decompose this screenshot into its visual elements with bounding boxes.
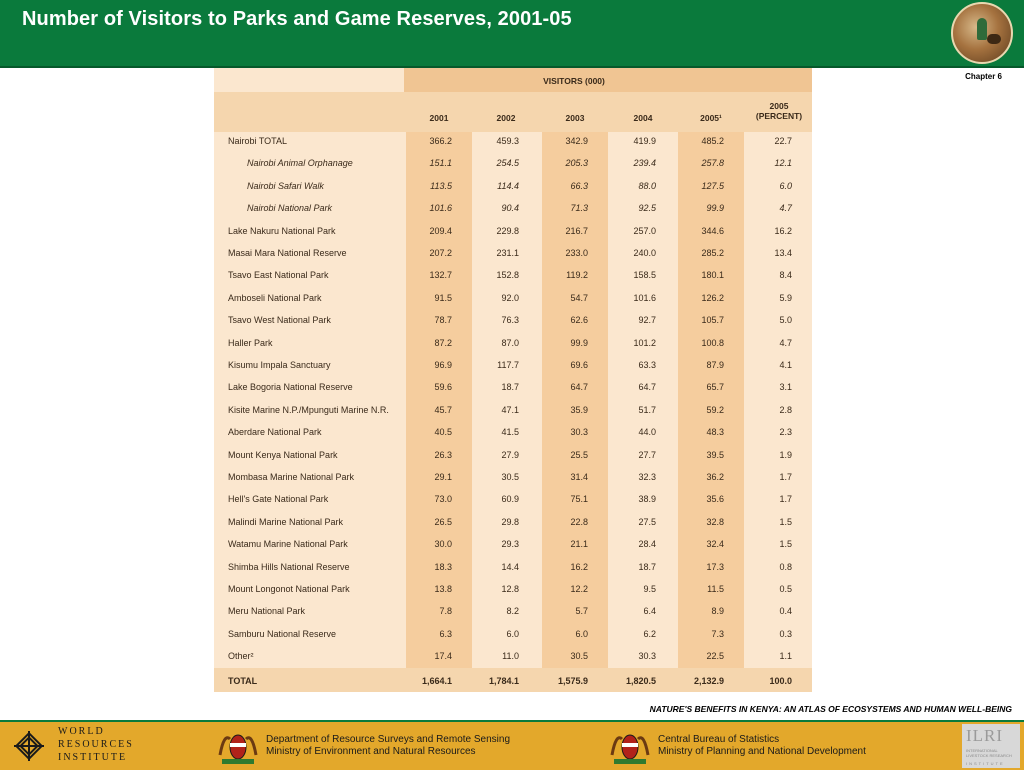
total-cell: 2,132.9 xyxy=(693,676,724,686)
table-cell: 257.0 xyxy=(633,225,656,236)
table-cell: 25.5 xyxy=(570,449,588,460)
table-cell: 48.3 xyxy=(706,427,724,438)
table-cell: 342.9 xyxy=(565,136,588,146)
table-cell: 4.1 xyxy=(779,360,792,370)
table-cell: 209.4 xyxy=(429,225,452,236)
table-cell: 36.2 xyxy=(706,472,724,482)
table-cell: 239.4 xyxy=(633,158,656,169)
kenya-coat-of-arms-icon xyxy=(608,725,652,767)
table-cell: 6.2 xyxy=(643,628,656,639)
table-row-label: Amboseli National Park xyxy=(228,292,322,303)
table-row-label: Mount Longonot National Park xyxy=(228,584,350,594)
table-cell: 17.3 xyxy=(706,561,724,572)
table-cell: 16.2 xyxy=(570,561,588,572)
table-cell: 113.5 xyxy=(430,180,452,191)
table-cell: 92.5 xyxy=(638,203,656,214)
total-cell: 1,784.1 xyxy=(488,676,519,686)
table-cell: 2.3 xyxy=(779,427,792,438)
table-cell: 101.6 xyxy=(633,292,656,303)
total-cell: 1,575.9 xyxy=(557,676,588,686)
table-cell: 90.4 xyxy=(501,203,519,214)
visitors-group-header: VISITORS (000) xyxy=(543,76,605,86)
table-cell: 285.2 xyxy=(701,248,724,258)
table-cell: 254.5 xyxy=(496,158,519,169)
total-row-label: TOTAL xyxy=(228,676,258,686)
table-cell: 69.6 xyxy=(570,360,588,370)
table-row-label: Nairobi Animal Orphanage xyxy=(247,158,353,169)
table-cell: 30.5 xyxy=(570,651,588,662)
table-cell: 87.0 xyxy=(501,337,519,348)
table-cell: 35.9 xyxy=(570,404,588,415)
footer-bar xyxy=(0,720,1024,770)
table-cell: 1.5 xyxy=(779,516,792,527)
table-cell: 26.3 xyxy=(434,449,452,460)
table-cell: 28.4 xyxy=(638,539,656,550)
wri-logo-text: WORLD RESOURCES INSTITUTE xyxy=(58,726,134,763)
table-cell: 29.1 xyxy=(434,472,452,482)
table-cell: 114.4 xyxy=(497,180,519,191)
table-cell: 21.1 xyxy=(570,539,588,550)
table-cell: 3.1 xyxy=(779,382,792,393)
table-cell: 9.5 xyxy=(643,584,656,594)
table-cell: 0.4 xyxy=(779,606,792,617)
table-cell: 366.2 xyxy=(429,136,452,146)
table-cell: 60.9 xyxy=(501,494,519,505)
table-row-label: Lake Nakuru National Park xyxy=(228,225,336,236)
table-row-label: Hell's Gate National Park xyxy=(228,494,329,505)
table-cell: 2.8 xyxy=(779,404,792,415)
table-cell: 18.7 xyxy=(638,561,656,572)
table-row-label: Samburu National Reserve xyxy=(228,628,337,639)
table-cell: 96.9 xyxy=(434,360,452,370)
header-bar xyxy=(0,0,1024,68)
table-cell: 12.8 xyxy=(501,584,519,594)
table-cell: 27.5 xyxy=(638,516,656,527)
table-row-label: Tsavo East National Park xyxy=(228,270,329,281)
table-cell: 22.7 xyxy=(774,136,792,146)
table-cell: 92.0 xyxy=(501,292,519,303)
table-cell: 54.7 xyxy=(570,292,588,303)
table-cell: 30.3 xyxy=(638,651,656,662)
table-cell: 1.7 xyxy=(779,494,792,505)
table-cell: 132.7 xyxy=(429,270,452,281)
table-cell: 62.6 xyxy=(570,315,588,326)
table-cell: 257.8 xyxy=(701,158,724,169)
table-cell: 18.3 xyxy=(434,561,452,572)
column-header: 2002 xyxy=(496,113,516,123)
table-cell: 100.8 xyxy=(701,337,724,348)
table-cell: 39.5 xyxy=(706,449,724,460)
table-cell: 151.1 xyxy=(429,158,452,169)
table-cell: 59.6 xyxy=(434,382,452,393)
table-cell: 419.9 xyxy=(633,136,656,146)
table-cell: 13.8 xyxy=(434,584,452,594)
table-cell: 5.9 xyxy=(779,292,792,303)
table-cell: 40.5 xyxy=(434,427,452,438)
table-cell: 6.0 xyxy=(506,628,519,639)
total-cell: 1,664.1 xyxy=(421,676,452,686)
table-cell: 459.3 xyxy=(496,136,519,146)
table-cell: 117.7 xyxy=(497,360,519,370)
table-cell: 44.0 xyxy=(638,427,656,438)
table-cell: 32.4 xyxy=(706,539,724,550)
table-cell: 59.2 xyxy=(706,404,724,415)
table-cell: 32.3 xyxy=(638,472,656,482)
table-row-label: Nairobi TOTAL xyxy=(228,136,288,146)
table-cell: 6.0 xyxy=(779,180,792,191)
table-cell: 27.7 xyxy=(638,449,656,460)
table-cell: 17.4 xyxy=(434,651,452,662)
wri-knot-icon xyxy=(10,727,48,765)
table-cell: 73.0 xyxy=(434,494,452,505)
table-cell: 0.5 xyxy=(779,584,792,594)
table-cell: 240.0 xyxy=(633,248,656,258)
table-cell: 101.6 xyxy=(429,203,452,214)
table-cell: 1.7 xyxy=(779,472,792,482)
table-cell: 101.2 xyxy=(633,337,656,348)
table-cell: 5.7 xyxy=(575,606,588,617)
table-cell: 6.4 xyxy=(643,606,656,617)
table-cell: 41.5 xyxy=(501,427,519,438)
column-header: 2001 xyxy=(429,113,449,123)
table-cell: 18.7 xyxy=(501,382,519,393)
page-title: Number of Visitors to Parks and Game Reserves, 2001-05 xyxy=(22,8,572,30)
table-row-label: Masai Mara National Reserve xyxy=(228,248,347,258)
table-cell: 8.2 xyxy=(506,606,519,617)
table-cell: 31.4 xyxy=(570,472,588,482)
table-cell: 87.9 xyxy=(706,360,724,370)
table-row-label: Watamu Marine National Park xyxy=(228,539,348,550)
table-cell: 99.9 xyxy=(706,203,724,214)
table-row-label: Tsavo West National Park xyxy=(228,315,331,326)
table-cell: 71.3 xyxy=(570,203,588,214)
table-cell: 216.7 xyxy=(565,225,588,236)
table-row-label: Kisumu Impala Sanctuary xyxy=(228,360,331,370)
dept-central-bureau-statistics: Central Bureau of Statistics Ministry of Planning and National Development xyxy=(658,734,866,757)
table-cell: 99.9 xyxy=(570,337,588,348)
table-cell: 45.7 xyxy=(434,404,452,415)
table-cell: 126.2 xyxy=(701,292,724,303)
table-cell: 180.1 xyxy=(701,270,724,281)
table-cell: 75.1 xyxy=(570,494,588,505)
table-cell: 0.8 xyxy=(779,561,792,572)
table-cell: 485.2 xyxy=(701,136,724,146)
table-cell: 105.7 xyxy=(701,315,724,326)
column-header: 2004 xyxy=(633,113,653,123)
column-header: 2005¹ xyxy=(700,113,722,123)
table-cell: 127.5 xyxy=(701,180,724,191)
table-cell: 47.1 xyxy=(501,404,519,415)
table-cell: 8.4 xyxy=(779,270,792,281)
table-cell: 26.5 xyxy=(434,516,452,527)
total-cell: 1,820.5 xyxy=(625,676,656,686)
table-cell: 22.8 xyxy=(570,516,588,527)
chapter-label: Chapter 6 xyxy=(965,72,1002,81)
table-row-label: Kisite Marine N.P./Mpunguti Marine N.R. xyxy=(228,404,389,415)
table-cell: 6.0 xyxy=(575,628,588,639)
visitors-table xyxy=(214,68,812,692)
table-row-label: Mount Kenya National Park xyxy=(228,449,338,460)
table-cell: 14.4 xyxy=(501,561,519,572)
column-header: 2005 (PERCENT) xyxy=(755,101,803,121)
table-cell: 63.3 xyxy=(638,360,656,370)
total-cell: 100.0 xyxy=(769,676,792,686)
table-cell: 7.8 xyxy=(439,606,452,617)
table-cell: 76.3 xyxy=(501,315,519,326)
table-cell: 5.0 xyxy=(779,315,792,326)
table-cell: 4.7 xyxy=(779,337,792,348)
table-cell: 64.7 xyxy=(570,382,588,393)
table-cell: 344.6 xyxy=(701,225,724,236)
table-cell: 1.5 xyxy=(779,539,792,550)
ilri-logo: ILRI INTERNATIONAL LIVESTOCK RESEARCH INSTITUTE xyxy=(962,724,1020,768)
table-row-label: Lake Bogoria National Reserve xyxy=(228,382,353,393)
table-cell: 11.5 xyxy=(707,584,724,594)
table-cell: 27.9 xyxy=(501,449,519,460)
table-cell: 229.8 xyxy=(496,225,519,236)
table-row-label: Nairobi Safari Walk xyxy=(247,180,324,191)
table-cell: 8.9 xyxy=(711,606,724,617)
table-cell: 13.4 xyxy=(774,248,792,258)
table-cell: 1.9 xyxy=(779,449,792,460)
table-row-label: Mombasa Marine National Park xyxy=(228,472,355,482)
table-cell: 29.3 xyxy=(501,539,519,550)
table-cell: 78.7 xyxy=(434,315,452,326)
table-cell: 91.5 xyxy=(434,292,452,303)
table-cell: 12.2 xyxy=(570,584,588,594)
chapter-emblem-icon xyxy=(951,2,1013,64)
table-cell: 66.3 xyxy=(570,180,588,191)
table-cell: 7.3 xyxy=(711,628,724,639)
table-cell: 233.0 xyxy=(565,248,588,258)
table-row-label: Shimba Hills National Reserve xyxy=(228,561,350,572)
dept-resource-surveys: Department of Resource Surveys and Remote Sensing Ministry of Environment and Natural Resources xyxy=(266,734,511,757)
atlas-caption: NATURE'S BENEFITS IN KENYA: AN ATLAS OF ECOSYSTEMS AND HUMAN WELL-BEING xyxy=(649,704,1012,714)
table-row-label: Other² xyxy=(228,651,254,662)
table-cell: 88.0 xyxy=(638,180,656,191)
table-cell: 29.8 xyxy=(501,516,519,527)
table-cell: 22.5 xyxy=(706,651,724,662)
table-cell: 51.7 xyxy=(638,404,656,415)
table-row-label: Malindi Marine National Park xyxy=(228,516,344,527)
table-cell: 30.0 xyxy=(434,539,452,550)
table-cell: 65.7 xyxy=(706,382,724,393)
table-row-label: Nairobi National Park xyxy=(247,203,333,214)
table-cell: 92.7 xyxy=(638,315,656,326)
table-cell: 6.3 xyxy=(439,628,452,639)
table-cell: 0.3 xyxy=(779,628,792,639)
table-cell: 205.3 xyxy=(565,158,588,169)
table-cell: 30.5 xyxy=(501,472,519,482)
table-cell: 207.2 xyxy=(429,248,452,258)
table-cell: 64.7 xyxy=(638,382,656,393)
table-row-label: Haller Park xyxy=(228,337,273,348)
table-cell: 38.9 xyxy=(638,494,656,505)
table-row-label: Meru National Park xyxy=(228,606,306,617)
table-cell: 30.3 xyxy=(570,427,588,438)
table-cell: 87.2 xyxy=(434,337,452,348)
table-cell: 4.7 xyxy=(779,203,792,214)
table-cell: 158.5 xyxy=(633,270,656,281)
kenya-coat-of-arms-icon xyxy=(216,725,260,767)
table-cell: 119.2 xyxy=(566,270,588,281)
table-cell: 35.6 xyxy=(706,494,724,505)
table-cell: 152.8 xyxy=(496,270,519,281)
table-cell: 11.0 xyxy=(502,651,519,662)
table-cell: 1.1 xyxy=(779,651,792,662)
table-cell: 231.1 xyxy=(496,248,519,258)
table-cell: 12.1 xyxy=(774,158,792,169)
table-cell: 16.2 xyxy=(774,225,792,236)
column-header: 2003 xyxy=(565,113,585,123)
table-row-label: Aberdare National Park xyxy=(228,427,322,438)
table-cell: 32.8 xyxy=(706,516,724,527)
